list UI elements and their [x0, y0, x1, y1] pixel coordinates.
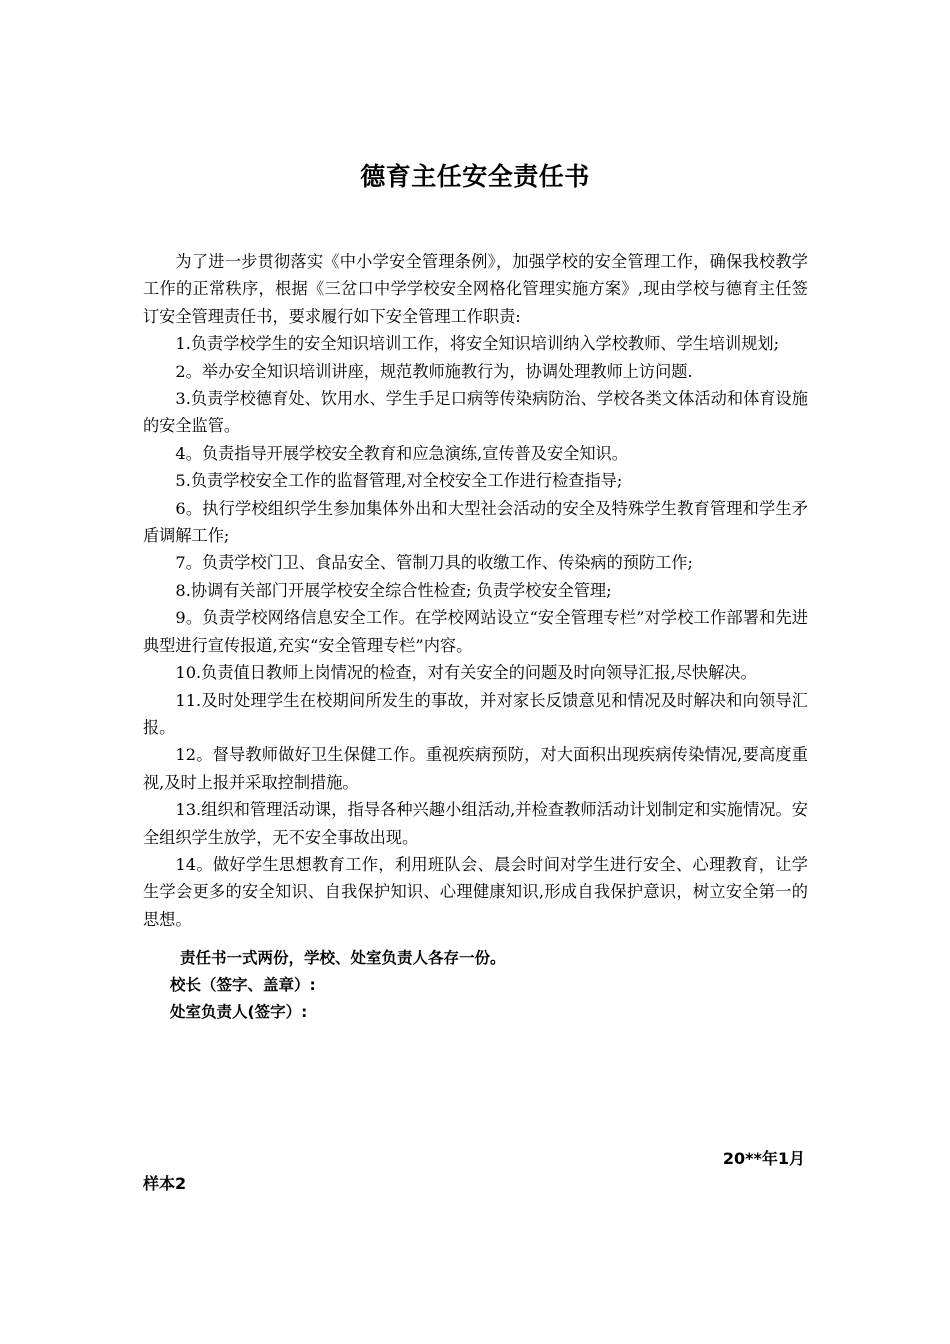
- document-body: [143, 248, 808, 933]
- duty-item-5: 5.负责学校安全工作的监督管理,对全校安全工作进行检查指导;: [175, 471, 623, 491]
- sample-label: 样本2: [143, 1174, 187, 1193]
- document-date: 20**年1月: [722, 1149, 805, 1168]
- duty-item-8: 8.协调有关部门开展学校安全综合性检查; 负责学校安全管理;: [175, 580, 612, 600]
- closing-note: 责任书一式两份，学校、处室负责人各存一份。: [180, 949, 506, 967]
- duty-item-6: 6。执行学校组织学生参加集体外出和大型社会活动的安全及特殊学生教育管理和学生矛盾调解工作;: [143, 498, 808, 546]
- duty-item-1: 1.负责学校学生的安全知识培训工作，将安全知识培训纳入学校教师、学生培训规划;: [175, 334, 780, 354]
- principal-signature-line: 校长（签字、盖章）:: [170, 976, 316, 994]
- duty-item-13: 13.组织和管理活动课，指导各种兴趣小组活动,并检查教师活动计划制定和实施情况。安全组织学生放学，无不安全事故出现。: [143, 800, 808, 847]
- duty-item-11: 11.及时处理学生在校期间所发生的事故，并对家长反馈意见和情况及时解决和向领导汇报。: [143, 690, 808, 737]
- duty-item-7: 7。负责学校门卫、食品安全、管制刀具的收缴工作、传染病的预防工作;: [175, 553, 693, 573]
- duty-item-3: 3.负责学校德育处、饮用水、学生手足口病等传染病防治、学校各类文体活动和体育设施的安全监管。: [143, 389, 808, 436]
- signature-block: [143, 945, 808, 1026]
- duty-item-10: 10.负责值日教师上岗情况的检查，对有关安全的问题及时向领导汇报,尽快解决。: [175, 663, 757, 683]
- duty-item-12: 12。督导教师做好卫生保健工作。重视疾病预防，对大面积出现疾病传染情况,要高度重视,及时上报并采取控制措施。: [143, 745, 808, 792]
- document-title: 德育主任安全责任书: [360, 162, 590, 191]
- office-head-signature-line: 处室负责人(签字）:: [170, 1003, 308, 1021]
- duty-item-14: 14。做好学生思想教育工作，利用班队会、晨会时间对学生进行安全、心理教育，让学生学会更多的安全知识、自我保护知识、心理健康知识,形成自我保护意识，树立安全第一的思想。: [143, 854, 808, 929]
- duty-item-4: 4。负责指导开展学校安全教育和应急演练,宣传普及安全知识。: [175, 443, 628, 463]
- duty-item-2: 2。举办安全知识培训讲座，规范教师施教行为，协调处理教师上访问题.: [175, 361, 693, 381]
- intro-paragraph: 为了进一步贯彻落实《中小学安全管理条例》，加强学校的安全管理工作，确保我校教学工作的正常秩序，根据《三岔口中学学校安全网格化管理实施方案》,现由学校与德育主任签订安全管理责任书，要求履行如下安全管理工作职责:: [143, 252, 808, 326]
- duty-item-9: 9。负责学校网络信息安全工作。在学校网站设立“安全管理专栏”对学校工作部署和先进典型进行宣传报道,充实“安全管理专栏”内容。: [143, 608, 808, 655]
